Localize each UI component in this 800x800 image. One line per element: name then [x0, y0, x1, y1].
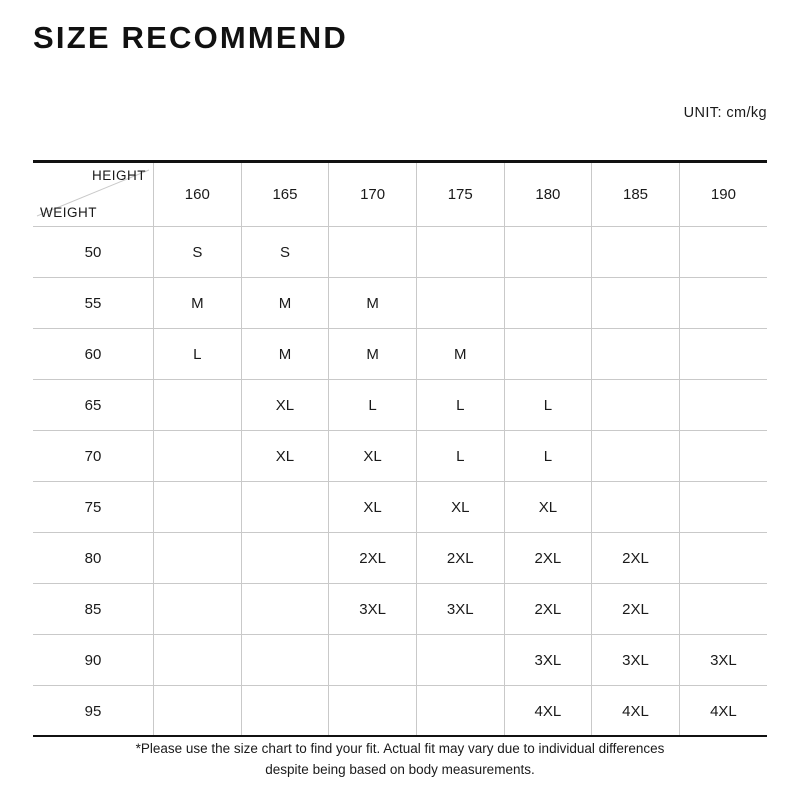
- cell-90-175: [416, 635, 504, 686]
- table-row: [33, 533, 767, 584]
- row-header-75: 75: [33, 482, 154, 533]
- cell-85-165: [241, 584, 329, 635]
- cell-60-175: M: [416, 329, 504, 380]
- size-table-container: [33, 160, 767, 737]
- cell-95-160: [154, 686, 242, 737]
- cell-80-165: [241, 533, 329, 584]
- cell-85-190: [679, 584, 767, 635]
- cell-70-180: L: [504, 431, 592, 482]
- size-table: [33, 160, 767, 737]
- cell-65-190: [679, 380, 767, 431]
- table-row: [33, 380, 767, 431]
- cell-85-160: [154, 584, 242, 635]
- cell-65-160: [154, 380, 242, 431]
- cell-70-160: [154, 431, 242, 482]
- column-header-185: 185: [592, 161, 680, 227]
- cell-50-160: S: [154, 227, 242, 278]
- cell-70-190: [679, 431, 767, 482]
- cell-80-175: 2XL: [416, 533, 504, 584]
- corner-header-cell: [33, 161, 154, 227]
- cell-75-180: XL: [504, 482, 592, 533]
- table-row: [33, 635, 767, 686]
- cell-80-170: 2XL: [329, 533, 417, 584]
- cell-80-185: 2XL: [592, 533, 680, 584]
- cell-50-180: [504, 227, 592, 278]
- row-header-60: 60: [33, 329, 154, 380]
- cell-50-165: S: [241, 227, 329, 278]
- row-header-85: 85: [33, 584, 154, 635]
- cell-90-180: 3XL: [504, 635, 592, 686]
- note-line-1: *Please use the size chart to find your fit. Actual fit may vary due to individual differences: [135, 741, 665, 756]
- cell-60-190: [679, 329, 767, 380]
- cell-75-165: [241, 482, 329, 533]
- cell-55-165: M: [241, 278, 329, 329]
- cell-85-170: 3XL: [329, 584, 417, 635]
- cell-90-190: 3XL: [679, 635, 767, 686]
- cell-60-170: M: [329, 329, 417, 380]
- cell-55-190: [679, 278, 767, 329]
- cell-65-165: XL: [241, 380, 329, 431]
- cell-70-185: [592, 431, 680, 482]
- cell-50-190: [679, 227, 767, 278]
- cell-85-180: 2XL: [504, 584, 592, 635]
- row-header-50: 50: [33, 227, 154, 278]
- column-header-180: 180: [504, 161, 592, 227]
- cell-90-170: [329, 635, 417, 686]
- cell-65-170: L: [329, 380, 417, 431]
- cell-55-175: [416, 278, 504, 329]
- column-header-165: 165: [241, 161, 329, 227]
- cell-55-185: [592, 278, 680, 329]
- cell-55-170: M: [329, 278, 417, 329]
- page-title: SIZE RECOMMEND: [33, 20, 348, 55]
- row-header-70: 70: [33, 431, 154, 482]
- corner-height-label: HEIGHT: [91, 168, 146, 183]
- cell-70-175: L: [416, 431, 504, 482]
- cell-65-180: L: [504, 380, 592, 431]
- row-header-65: 65: [33, 380, 154, 431]
- row-header-80: 80: [33, 533, 154, 584]
- cell-55-180: [504, 278, 592, 329]
- cell-75-160: [154, 482, 242, 533]
- column-header-175: 175: [416, 161, 504, 227]
- cell-95-185: 4XL: [592, 686, 680, 737]
- table-row: [33, 584, 767, 635]
- cell-85-175: 3XL: [416, 584, 504, 635]
- column-header-160: 160: [154, 161, 242, 227]
- unit-label: UNIT: cm/kg: [683, 105, 767, 121]
- note-line-2: despite being based on body measurements.: [265, 762, 535, 777]
- cell-75-190: [679, 482, 767, 533]
- cell-95-170: [329, 686, 417, 737]
- size-chart-note: [0, 738, 800, 780]
- table-header-row: [33, 161, 767, 227]
- cell-50-185: [592, 227, 680, 278]
- cell-50-175: [416, 227, 504, 278]
- cell-95-165: [241, 686, 329, 737]
- row-header-95: 95: [33, 686, 154, 737]
- cell-55-160: M: [154, 278, 242, 329]
- cell-60-180: [504, 329, 592, 380]
- cell-60-165: M: [241, 329, 329, 380]
- cell-95-180: 4XL: [504, 686, 592, 737]
- table-bottom-rule: [33, 735, 767, 738]
- cell-80-180: 2XL: [504, 533, 592, 584]
- cell-95-175: [416, 686, 504, 737]
- cell-80-160: [154, 533, 242, 584]
- cell-90-160: [154, 635, 242, 686]
- cell-75-185: [592, 482, 680, 533]
- table-row: [33, 278, 767, 329]
- column-header-170: 170: [329, 161, 417, 227]
- row-header-90: 90: [33, 635, 154, 686]
- table-row: [33, 431, 767, 482]
- cell-90-165: [241, 635, 329, 686]
- cell-75-170: XL: [329, 482, 417, 533]
- table-row: [33, 482, 767, 533]
- cell-70-170: XL: [329, 431, 417, 482]
- cell-90-185: 3XL: [592, 635, 680, 686]
- table-row: [33, 329, 767, 380]
- size-table-head: [33, 161, 767, 227]
- corner-weight-label: WEIGHT: [40, 205, 97, 220]
- cell-75-175: XL: [416, 482, 504, 533]
- cell-95-190: 4XL: [679, 686, 767, 737]
- row-header-55: 55: [33, 278, 154, 329]
- table-row: [33, 686, 767, 737]
- size-table-body: [33, 227, 767, 737]
- cell-60-185: [592, 329, 680, 380]
- cell-70-165: XL: [241, 431, 329, 482]
- cell-80-190: [679, 533, 767, 584]
- cell-65-185: [592, 380, 680, 431]
- table-row: [33, 227, 767, 278]
- cell-85-185: 2XL: [592, 584, 680, 635]
- cell-50-170: [329, 227, 417, 278]
- cell-60-160: L: [154, 329, 242, 380]
- cell-65-175: L: [416, 380, 504, 431]
- column-header-190: 190: [679, 161, 767, 227]
